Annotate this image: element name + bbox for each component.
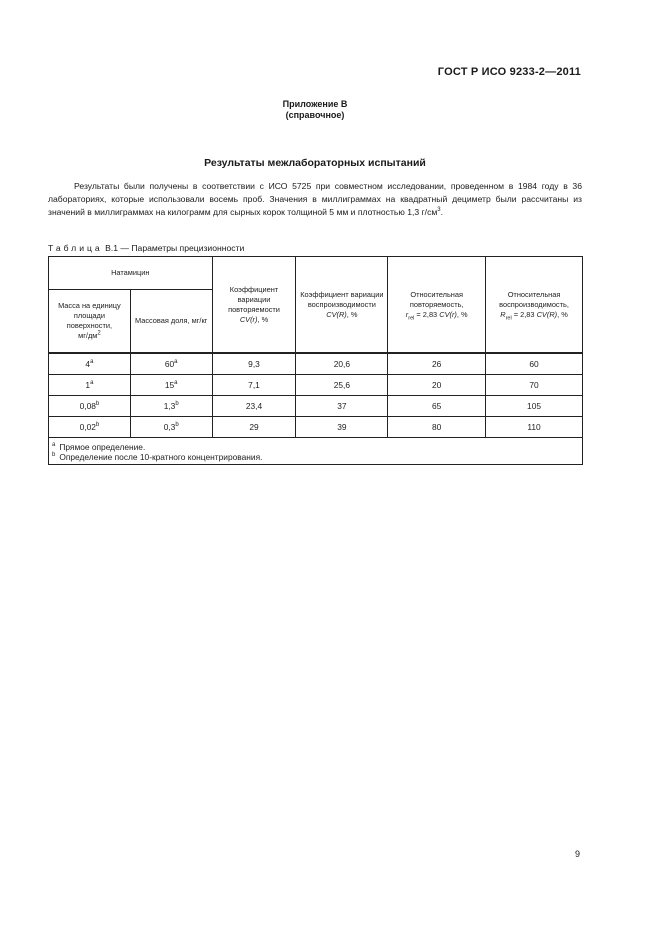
document-code: ГОСТ Р ИСО 9233-2—2011 (437, 66, 581, 78)
table-row (49, 353, 583, 375)
cell-mass: $4^а$ (49, 353, 131, 375)
cell-mass: 0,08$^b$ (49, 396, 131, 417)
precision-table (48, 256, 583, 465)
cell-rrel: 26 (388, 353, 486, 375)
header-cv-reproducibility: Коэффициент вариации воспроизводимости CV(R), % (296, 257, 388, 354)
section-title: Результаты межлабораторных испытаний (204, 157, 426, 169)
intro-paragraph-end: . (440, 207, 444, 217)
cell-Rrel: 110 (486, 417, 583, 438)
table-row (49, 375, 583, 396)
cell-cvr: 7,1 (212, 375, 296, 396)
cell-fraction: 1,3$^b$ (130, 396, 212, 417)
cell-fraction: $60^а$ (130, 353, 212, 375)
cell-mass: 0,02$^b$ (49, 417, 131, 438)
annex-heading (0, 99, 630, 121)
cell-Rrel: 70 (486, 375, 583, 396)
annex-title: Приложение В (282, 99, 348, 109)
intro-paragraph (48, 180, 582, 219)
header-mass-per-area: Масса на единицу площади поверхности, $мг/дм^2$ (49, 290, 131, 354)
header-relative-reproducibility: Относительная воспроизводимость, $R_{rel} = 2,83$ CV(R), % (486, 257, 583, 354)
table-caption (48, 243, 244, 253)
cell-rrel: 20 (388, 375, 486, 396)
table-caption-rest: В.1 — Параметры прецизионности (102, 243, 245, 253)
table-caption-word: Таблица (48, 243, 103, 253)
header-relative-repeatability: Относительная повторяемость, $r_{rel} = 2,83$ CV(r), % (388, 257, 486, 354)
footnote: $^b$ Определение после 10-кратного концентрирования. (52, 452, 263, 462)
cell-mass: $1^а$ (49, 375, 131, 396)
cell-cvR: 37 (296, 396, 388, 417)
cell-Rrel: 60 (486, 353, 583, 375)
intro-paragraph-sup: 3 (437, 207, 441, 214)
table-footnotes (49, 438, 583, 465)
table-row (49, 396, 583, 417)
table-row (49, 417, 583, 438)
header-cv-repeatability: Коэффициент вариации повторяемости CV(r), % (212, 257, 296, 354)
cell-cvr: 29 (212, 417, 296, 438)
cell-fraction: $15^а$ (130, 375, 212, 396)
annex-subtitle: (справочное) (285, 110, 345, 120)
footnote: $^а$ Прямое определение. (52, 442, 146, 452)
intro-paragraph-text: Результаты были получены в соответствии с ИСО 5725 при совместном исследовании, проведенном в 1984 году в 36 лабораториях, которые использовали восемь проб. Значения в миллиграммах на квадратный дециметр были рассчитаны из значений в миллиграммах на килограмм для сырных корок толщиной 5 мм и плотностью 1,3 г/см (48, 181, 582, 217)
header-mass-fraction: Массовая доля, мг/кг (130, 290, 212, 354)
table-footnotes-row (49, 438, 583, 465)
cell-cvr: 9,3 (212, 353, 296, 375)
cell-rrel: 65 (388, 396, 486, 417)
cell-cvR: 20,6 (296, 353, 388, 375)
page-number: 9 (575, 849, 581, 859)
cell-fraction: 0,3$^b$ (130, 417, 212, 438)
cell-cvR: 39 (296, 417, 388, 438)
cell-rrel: 80 (388, 417, 486, 438)
group-header-natamycin: Натамицин (49, 257, 213, 290)
cell-Rrel: 105 (486, 396, 583, 417)
cell-cvr: 23,4 (212, 396, 296, 417)
cell-cvR: 25,6 (296, 375, 388, 396)
